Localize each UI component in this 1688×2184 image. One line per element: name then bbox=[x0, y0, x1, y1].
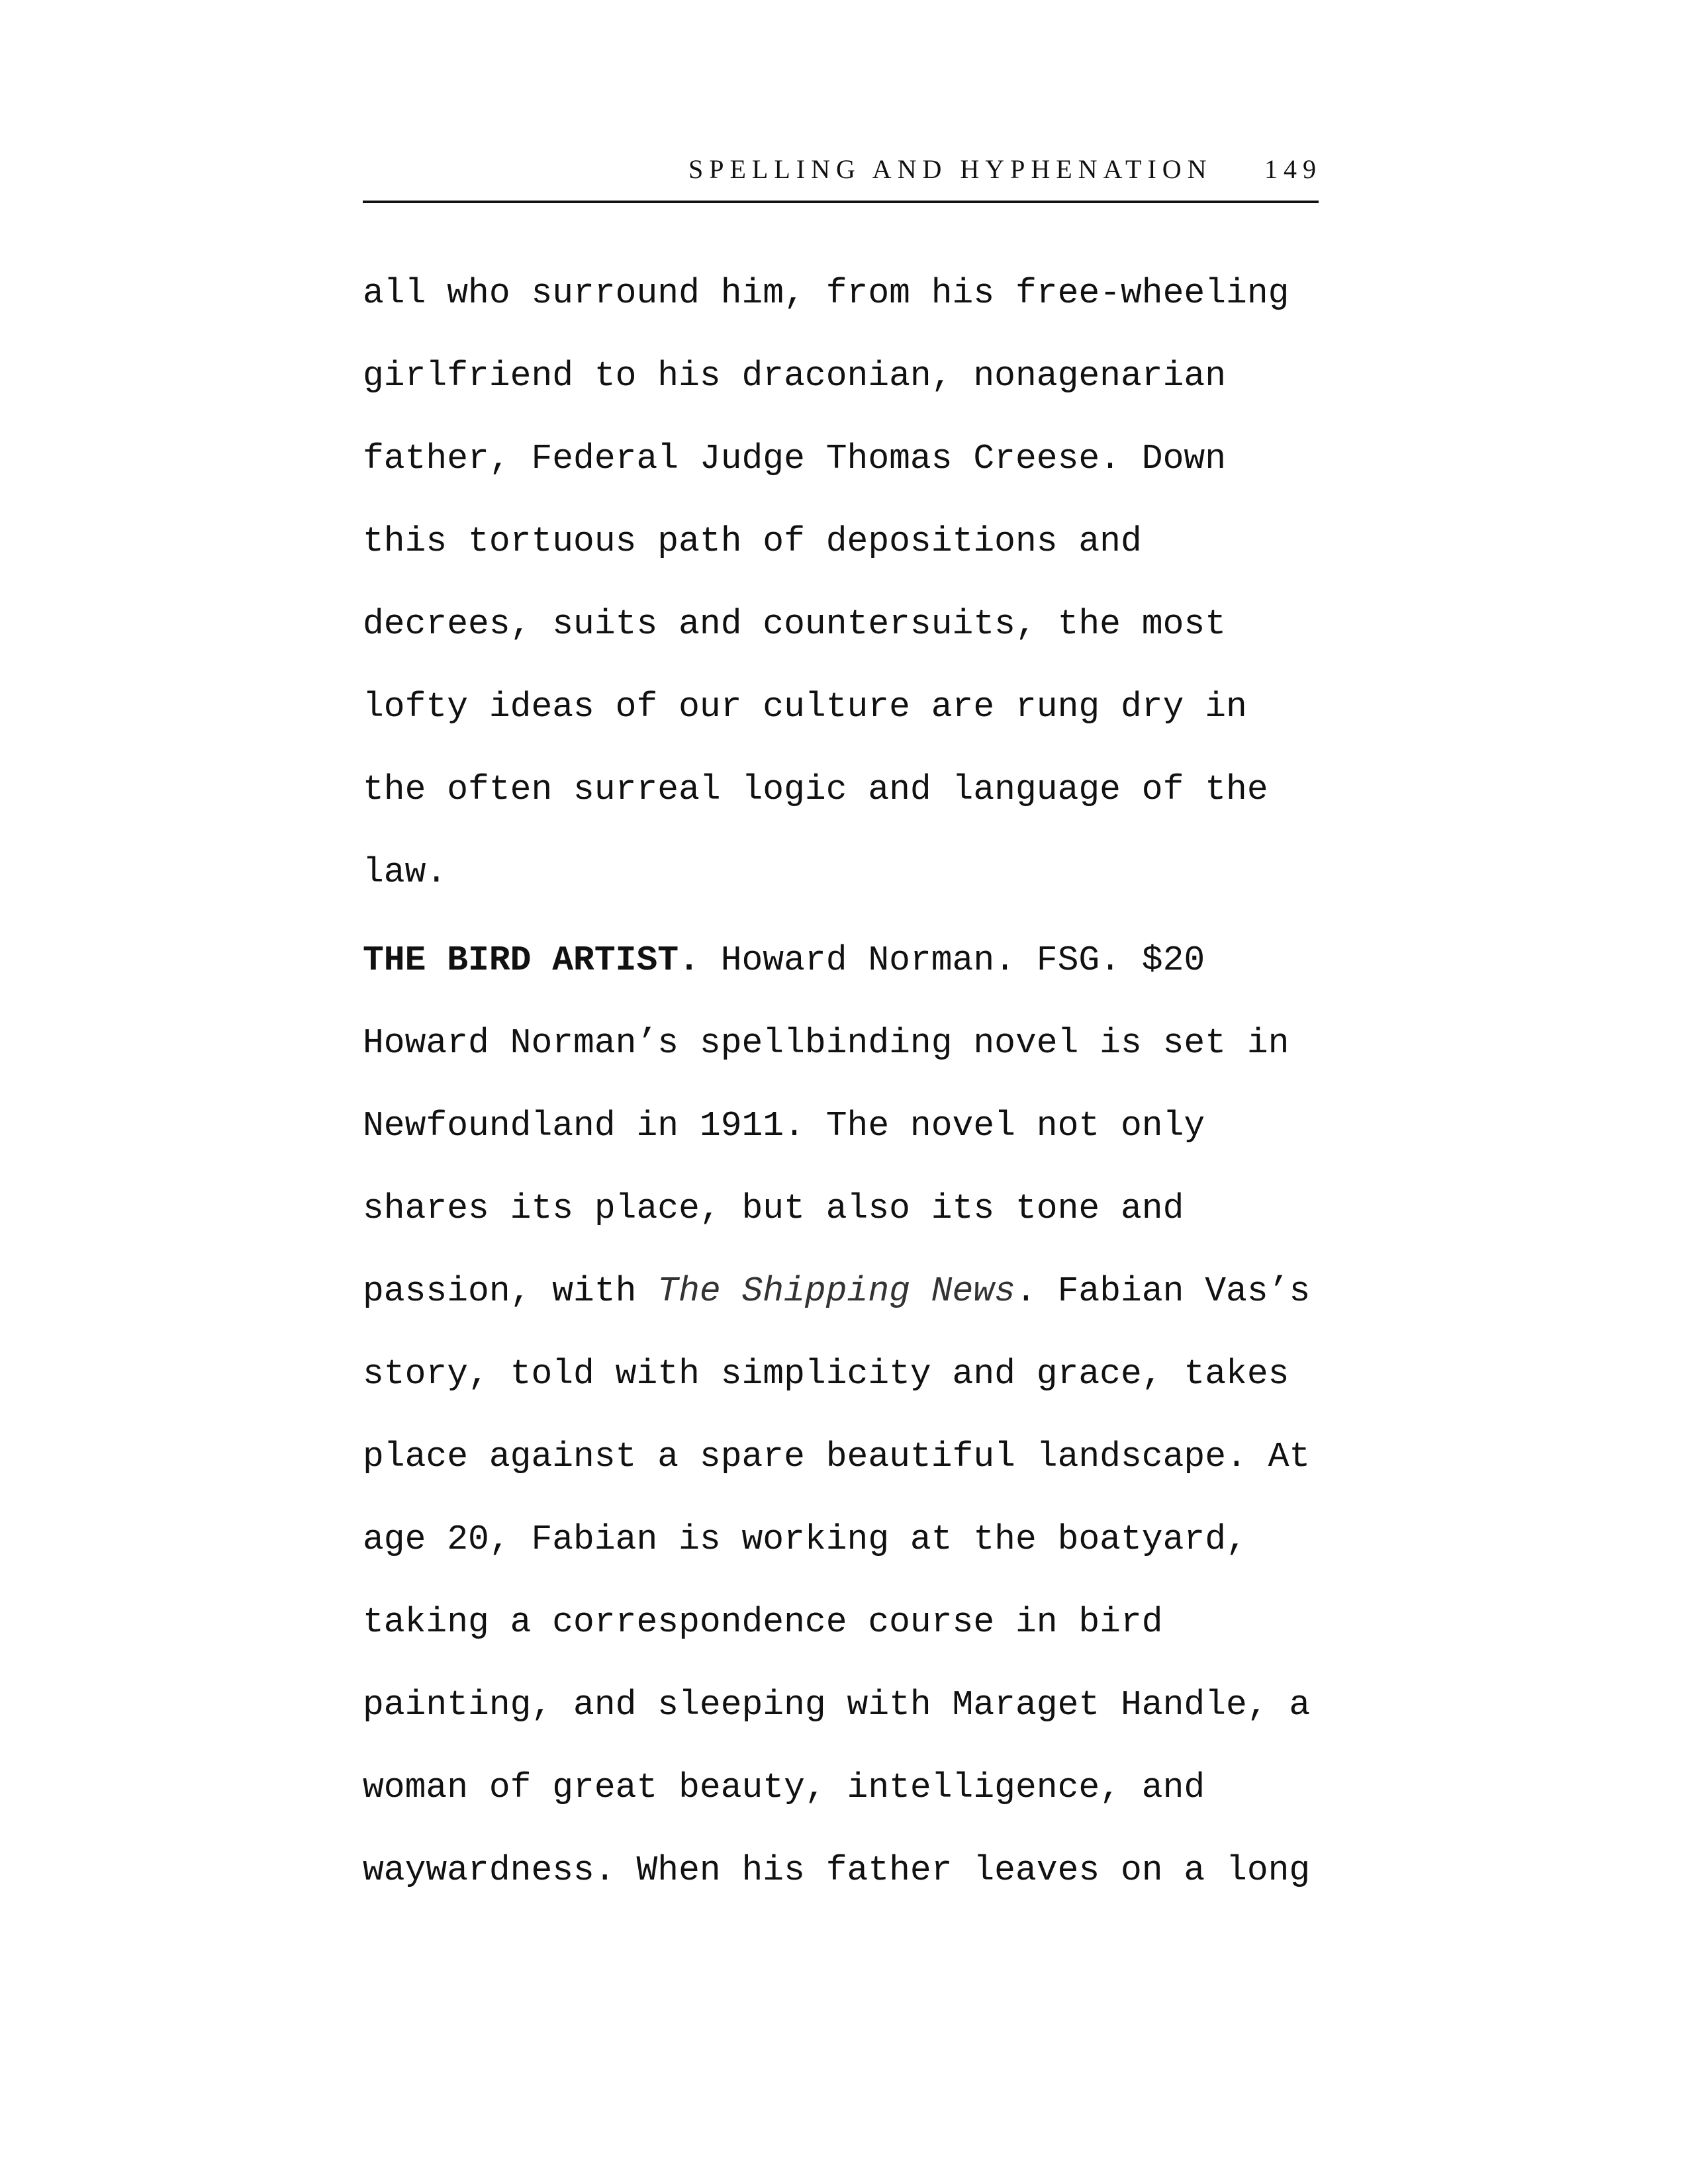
text-line: Newfoundland in 1911. The novel not only bbox=[363, 1106, 1205, 1146]
page-number: 149 bbox=[1264, 154, 1322, 184]
text-line: story, told with simplicity and grace, takes bbox=[363, 1354, 1289, 1394]
text-line: this tortuous path of depositions and bbox=[363, 522, 1142, 561]
text-line: painting, and sleeping with Maraget Handle, a bbox=[363, 1685, 1311, 1725]
text-line: waywardness. When his father leaves on a long bbox=[363, 1850, 1311, 1890]
text-line: woman of great beauty, intelligence, and bbox=[363, 1768, 1205, 1807]
header-rule bbox=[363, 201, 1319, 203]
text-line: father, Federal Judge Thomas Creese. Down bbox=[363, 439, 1227, 478]
text-span: passion, with bbox=[363, 1271, 658, 1311]
text-line: lofty ideas of our culture are rung dry in bbox=[363, 687, 1247, 727]
text-line: decrees, suits and countersuits, the most bbox=[363, 604, 1227, 644]
text-line: all who surround him, from his free-wheeling bbox=[363, 273, 1289, 313]
running-head: SPELLING AND HYPHENATION bbox=[688, 154, 1213, 184]
body-text bbox=[363, 252, 1310, 1912]
entry-heading bbox=[363, 919, 1310, 1002]
text-line: place against a spare beautiful landscape. At bbox=[363, 1437, 1311, 1477]
text-line: shares its place, but also its tone and bbox=[363, 1189, 1184, 1228]
book-citation: Howard Norman. FSG. $20 bbox=[699, 940, 1205, 980]
text-span: . Fabian Vas’s bbox=[1015, 1271, 1311, 1311]
italic-title: The Shipping News bbox=[657, 1271, 1015, 1311]
text-line: the often surreal logic and language of the bbox=[363, 770, 1268, 809]
text-line: girlfriend to his draconian, nonagenarian bbox=[363, 356, 1227, 396]
text-line: law. bbox=[363, 852, 447, 892]
text-line: taking a correspondence course in bird bbox=[363, 1602, 1163, 1642]
text-line: age 20, Fabian is working at the boatyard, bbox=[363, 1520, 1247, 1559]
book-title: THE BIRD ARTIST. bbox=[363, 940, 700, 980]
text-line: Howard Norman’s spellbinding novel is set in bbox=[363, 1023, 1289, 1063]
text-line bbox=[363, 1250, 1310, 1333]
